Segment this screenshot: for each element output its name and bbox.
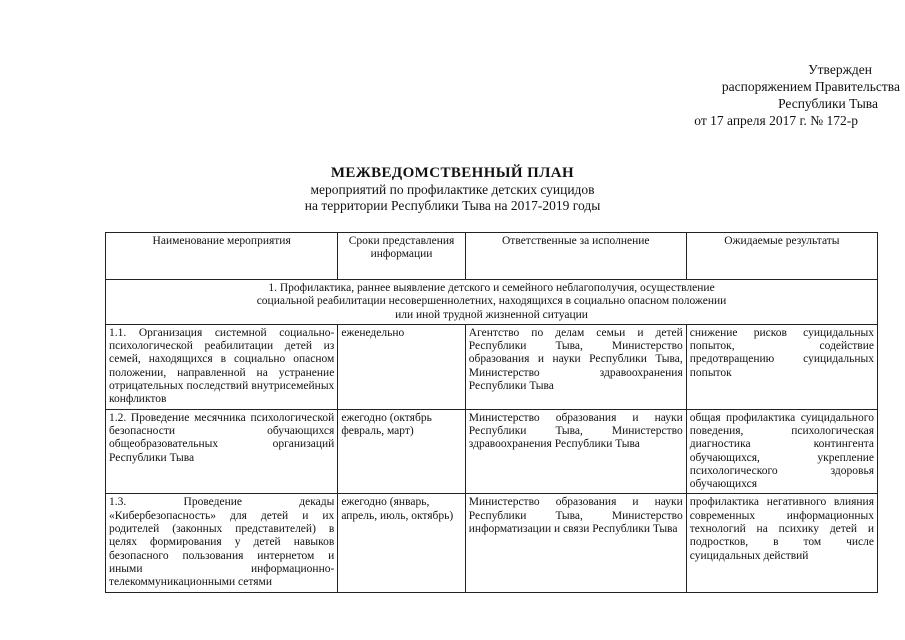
row-3-activity: 1.3. Проведение декады «Кибербезопасность» для детей и их родителей (законных представителей) в целях формирования у детей навыков безопасного пользования интернетом и иными информационно-телекоммуникационными сетями	[106, 494, 338, 592]
header-responsible: Ответственные за исполнение	[465, 233, 686, 280]
row-2-responsible: Министерство образования и науки Республики Тыва, Министерство здравоохранения Республики Тыва	[465, 409, 686, 494]
row-2-activity: 1.2. Проведение месячника психологической безопасности обучающихся общеобразовательных организаций Республики Тыва	[106, 409, 338, 494]
header-deadline: Сроки представления информации	[338, 233, 465, 280]
row-3-result: профилактика негативного влияния современных информационных технологий на психику детей и подростков, в том числе суицидальных действий	[686, 494, 877, 592]
approval-line-date: от 17 апреля 2017 г. № 172-р	[694, 113, 858, 128]
plan-table	[105, 232, 878, 593]
section-1-heading	[106, 280, 878, 325]
approval-line-republic: Республики Тыва	[778, 96, 878, 111]
row-1-responsible: Агентство по делам семьи и детей Республики Тыва, Министерство образования и науки Республики Тыва, Министерство здравоохранения Республики Тыва	[465, 324, 686, 409]
table-row	[106, 324, 878, 409]
document-subtitle-1: мероприятий по профилактике детских суицидов	[310, 182, 595, 197]
document-title: МЕЖВЕДОМСТВЕННЫЙ ПЛАН	[330, 165, 575, 181]
section-1-line-1: 1. Профилактика, раннее выявление детского и семейного неблагополучия, осуществление	[268, 282, 715, 294]
row-2-result: общая профилактика суицидального поведения, психологическая диагностика контингента обучающихся, укрепление психологического здоровья обучающихся	[686, 409, 877, 494]
header-results: Ожидаемые результаты	[686, 233, 877, 280]
document-subtitle-2: на территории Республики Тыва на 2017-2019 годы	[304, 198, 601, 213]
row-3-responsible: Министерство образования и науки Республики Тыва, Министерство информатизации и связи Республики Тыва	[465, 494, 686, 592]
table-row	[106, 494, 878, 592]
section-row	[106, 280, 878, 325]
header-activity: Наименование мероприятия	[106, 233, 338, 280]
row-1-activity: 1.1. Организация системной социально-психологической реабилитации детей из семей, находящихся в социально опасном положении, направленной на устранение отрицательных последствий внутрисемейных конфликтов	[106, 324, 338, 409]
document-heading	[0, 164, 905, 214]
row-1-result: снижение рисков суицидальных попыток, содействие предотвращению суицидальных попыток	[686, 324, 877, 409]
section-1-line-2: социальной реабилитации несовершеннолетних, находящихся в социально опасном положении	[256, 295, 727, 308]
row-1-deadline: еженедельно	[338, 324, 465, 409]
approval-line-approved: Утвержден	[808, 62, 872, 77]
row-2-deadline: ежегодно (октябрь февраль, март)	[338, 409, 465, 494]
row-3-deadline: ежегодно (январь, апрель, июль, октябрь)	[338, 494, 465, 592]
table-header-row	[106, 233, 878, 280]
approval-stamp	[600, 61, 900, 129]
section-1-line-3: или иной трудной жизненной ситуации	[395, 308, 588, 321]
approval-line-order: распоряжением Правительства	[721, 79, 900, 94]
table-row	[106, 409, 878, 494]
